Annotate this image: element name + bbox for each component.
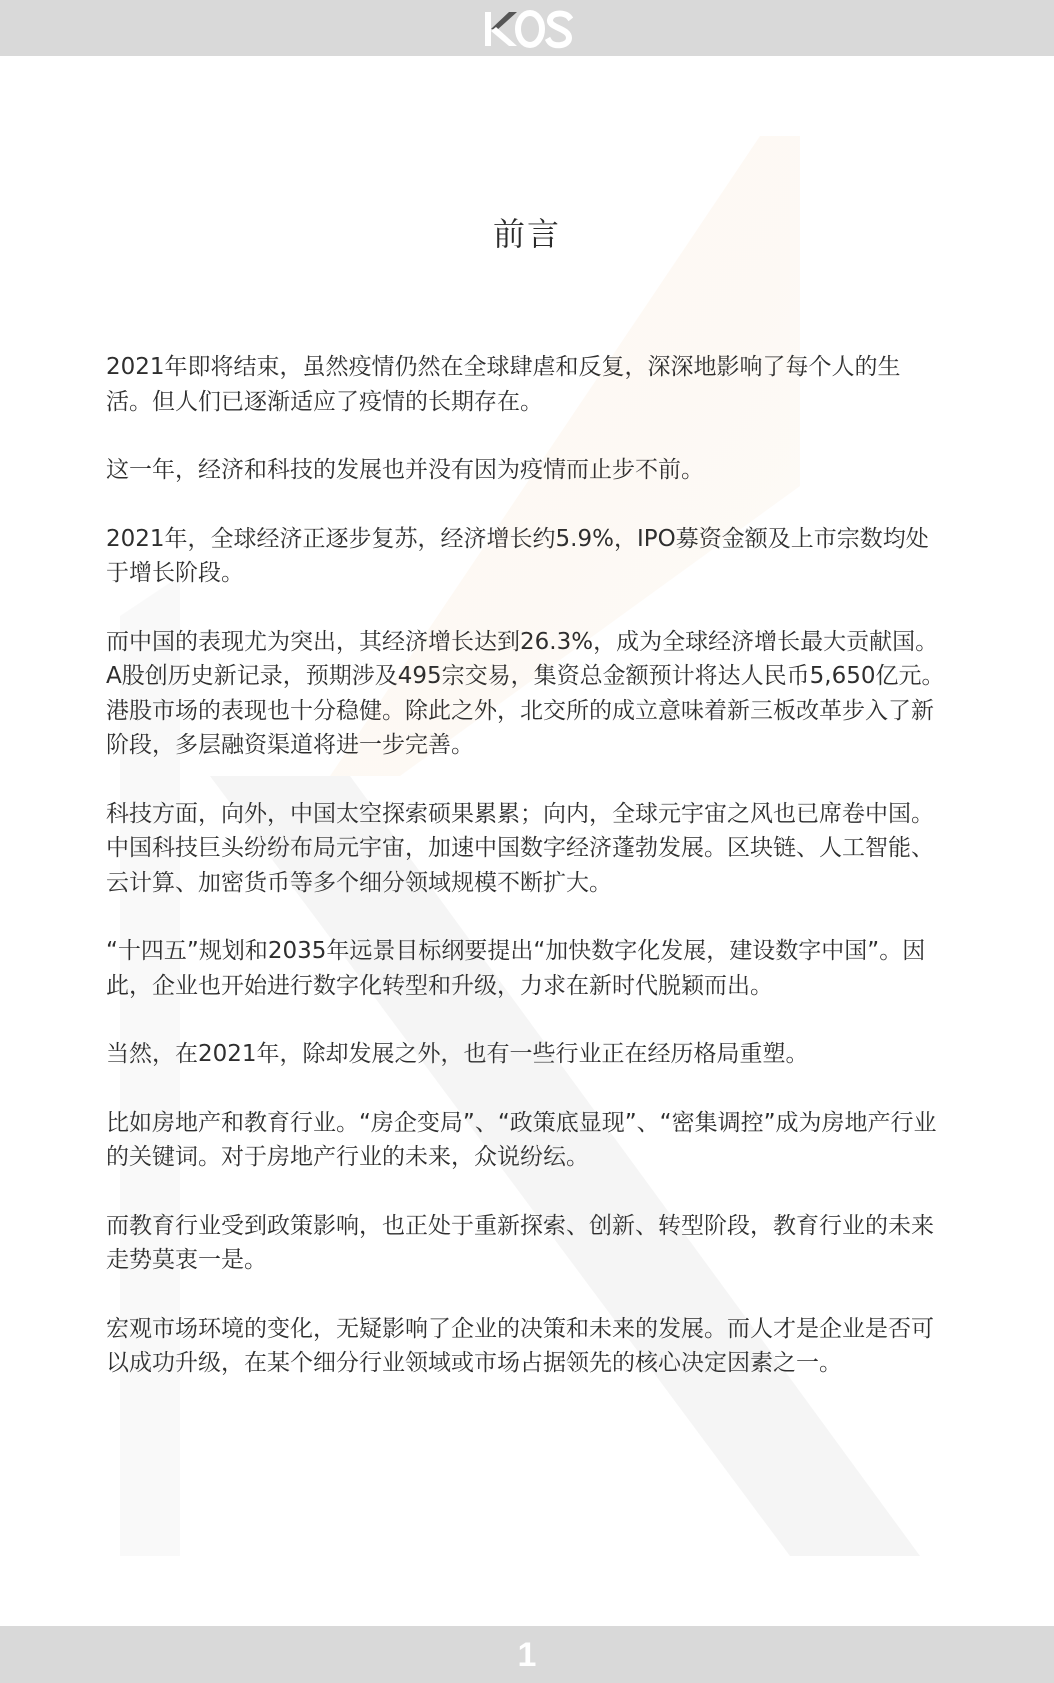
paragraph: 2021年即将结束，虽然疫情仍然在全球肆虐和反复，深深地影响了每个人的生活。但人们已逐渐适应了疫情的长期存在。 bbox=[106, 354, 901, 415]
page-title: 前言 bbox=[492, 215, 561, 253]
paragraph: 比如房地产和教育行业。“房企变局”、“政策底显现”、“密集调控”成为房地产行业的关键词。对于房地产行业的未来，众说纷纭。 bbox=[106, 1109, 937, 1170]
paragraph: 宏观市场环境的变化，无疑影响了企业的决策和未来的发展。而人才是企业是否可以成功升级，在某个细分行业领域或市场占据领先的核心决定因素之一。 bbox=[106, 1315, 934, 1376]
preface-body bbox=[106, 350, 946, 1415]
paragraph: “十四五”规划和2035年远景目标纲要提出“加快数字化发展，建设数字中国”。因此，企业也开始进行数字化转型和升级，力求在新时代脱颖而出。 bbox=[106, 938, 926, 999]
paragraph: 当然，在2021年，除却发展之外，也有一些行业正在经历格局重塑。 bbox=[106, 1041, 809, 1067]
paragraph: 而教育行业受到政策影响，也正处于重新探索、创新、转型阶段，教育行业的未来走势莫衷一是。 bbox=[106, 1212, 934, 1273]
paragraph: 科技方面，向外，中国太空探索硕果累累；向内，全球元宇宙之风也已席卷中国。中国科技巨头纷纷布局元宇宙，加速中国数字经济蓬勃发展。区块链、人工智能、云计算、加密货币等多个细分领域规模不断扩大。 bbox=[106, 800, 934, 896]
paragraph: 而中国的表现尤为突出，其经济增长达到26.3%，成为全球经济增长最大贡献国。A股创历史新记录，预期涉及495宗交易，集资总金额预计将达人民币5,650亿元。港股市场的表现也十分稳健。除此之外，北交所的成立意味着新三板改革步入了新阶段，多层融资渠道将进一步完善。 bbox=[106, 628, 945, 758]
paragraph: 这一年，经济和科技的发展也并没有因为疫情而止步不前。 bbox=[106, 457, 704, 483]
page-number: 1 bbox=[517, 1636, 537, 1674]
kos-logo bbox=[483, 8, 573, 50]
paragraph: 2021年，全球经济正逐步复苏，经济增长约5.9%，IPO募资金额及上市宗数均处于增长阶段。 bbox=[106, 525, 929, 586]
